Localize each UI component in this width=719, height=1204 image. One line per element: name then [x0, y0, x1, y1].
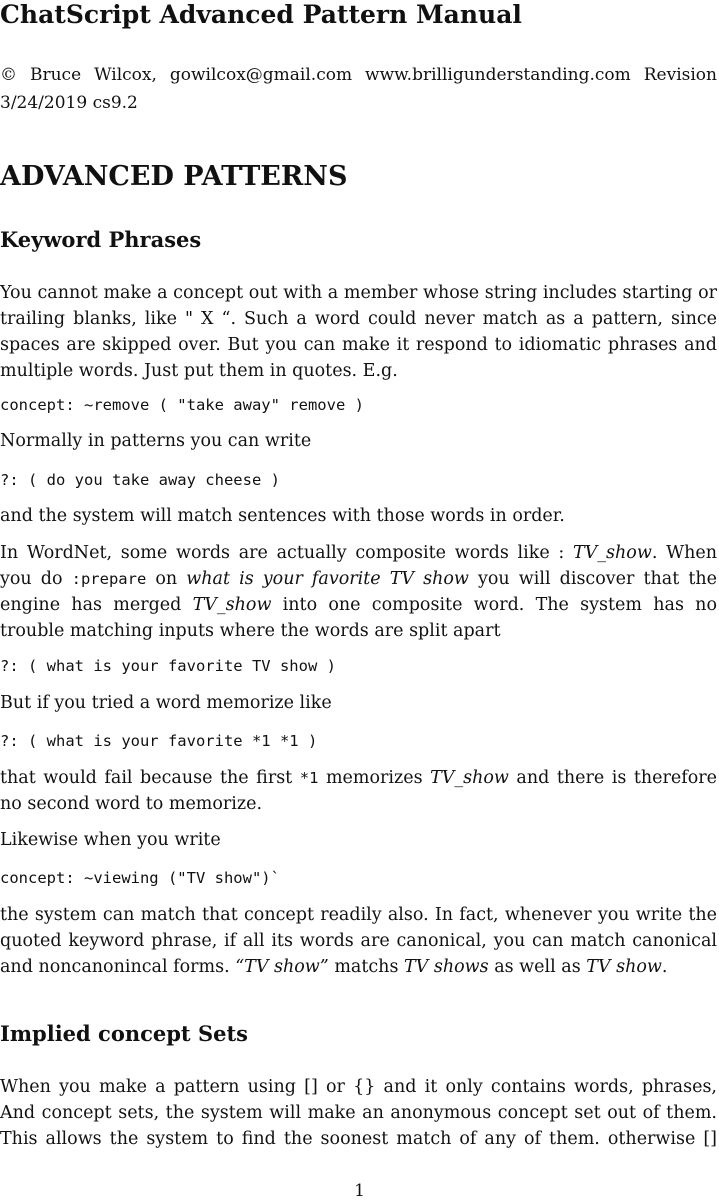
text-line: spaces are skipped over. But you can make it respond to idiomatic phrases and	[0, 335, 717, 355]
paragraph-would-fail	[0, 765, 717, 817]
text-line: trouble matching inputs where the words are split apart	[0, 621, 501, 641]
text-line: Likewise when you write	[0, 830, 221, 850]
code-example-memorize: ?: ( what is your favorite *1 *1 )	[0, 732, 318, 750]
subsection-heading-keyword-phrases: Keyword Phrases	[0, 227, 202, 252]
paragraph-canonical	[0, 902, 717, 980]
page-number: 1	[354, 1181, 365, 1201]
text-line: You cannot make a concept out with a member whose string includes starting or	[0, 283, 717, 303]
text-line: This allows the system to find the soonest match of any of them. otherwise []	[0, 1129, 717, 1149]
text-line: engine has merged TV_show into one composite word. The system has no	[0, 595, 717, 615]
text-line: no second word to memorize.	[0, 794, 263, 814]
paragraph-wordnet	[0, 540, 717, 644]
text-line: and noncanonincal forms. “TV show” matchs TV shows as well as TV show.	[0, 957, 668, 977]
subsection-heading-implied-concept-sets: Implied concept Sets	[0, 1021, 248, 1046]
paragraph-memorize	[0, 690, 717, 716]
text-line: But if you tried a word memorize like	[0, 693, 332, 713]
meta-line: © Bruce Wilcox, gowilcox@gmail.com www.brilligunderstanding.com Revision	[0, 65, 717, 85]
text-line: quoted keyword phrase, if all its words are canonical, you can match canonical	[0, 931, 717, 951]
paragraph-keyword-intro	[0, 280, 717, 384]
paragraph-match-order	[0, 503, 717, 529]
meta-line: 3/24/2019 cs9.2	[0, 93, 138, 113]
author-revision-info	[0, 61, 717, 117]
text-line: that would fail because the first *1 memorizes TV_show and there is therefore	[0, 768, 717, 788]
text-line: you do :prepare on what is your favorite TV show you will discover that the	[0, 569, 717, 589]
text-line: In WordNet, some words are actually composite words like : TV_show. When	[0, 543, 717, 563]
code-example-viewing: concept: ~viewing ("TV show")`	[0, 869, 280, 887]
code-example-remove: concept: ~remove ( "take away" remove )	[0, 396, 364, 414]
text-line: Normally in patterns you can write	[0, 431, 312, 451]
paragraph-implied	[0, 1074, 717, 1152]
text-line: multiple words. Just put them in quotes. E.g.	[0, 361, 398, 381]
document-title: ChatScript Advanced Pattern Manual	[0, 0, 522, 29]
text-line: When you make a pattern using [] or {} and it only contains words, phrases,	[0, 1077, 717, 1097]
paragraph-normally	[0, 428, 717, 454]
paragraph-likewise	[0, 827, 717, 853]
text-line: the system can match that concept readily also. In fact, whenever you write the	[0, 905, 717, 925]
text-line: And concept sets, the system will make an anonymous concept set out of them.	[0, 1103, 717, 1123]
section-heading-advanced-patterns: ADVANCED PATTERNS	[0, 161, 348, 192]
code-example-take-away: ?: ( do you take away cheese )	[0, 471, 280, 489]
text-line: and the system will match sentences with those words in order.	[0, 506, 565, 526]
text-line: trailing blanks, like " X “. Such a word could never match as a pattern, since	[0, 309, 717, 329]
code-example-tv-show: ?: ( what is your favorite TV show )	[0, 657, 336, 675]
